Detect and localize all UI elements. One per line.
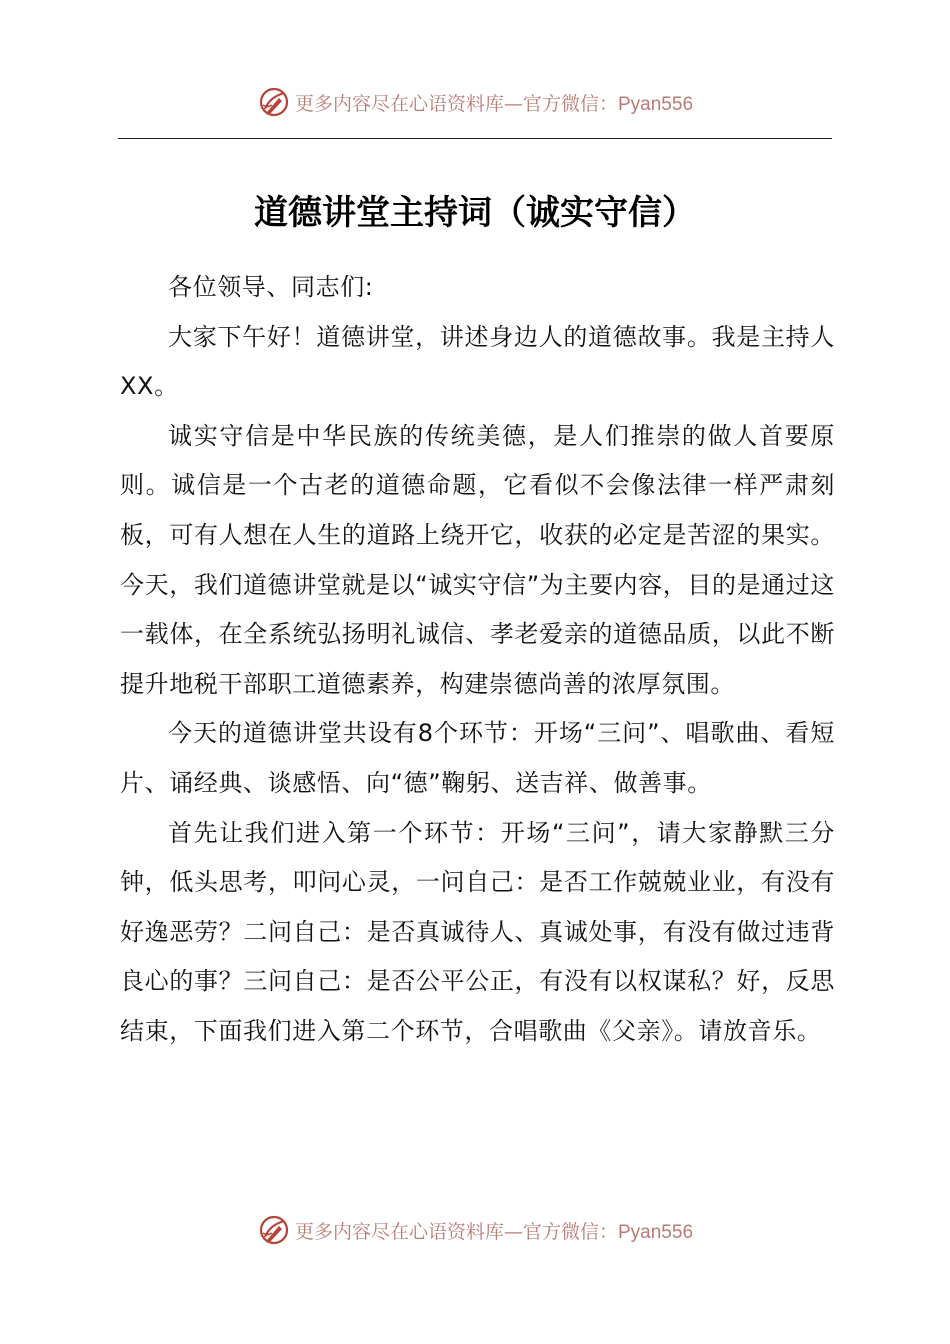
document-body [120,263,835,1057]
pen-swirl-logo-icon [257,85,291,119]
paragraph-greeting: 各位领导、同志们: [168,273,374,301]
page-title: 道德讲堂主持词（诚实守信） [254,193,696,233]
banner-text: 更多内容尽在心语资料库—官方微信：Pyan556 [294,92,694,115]
banner-text: 更多内容尽在心语资料库—官方微信：Pyan556 [294,1220,694,1243]
paragraph-intro: 大家下午好！道德讲堂，讲述身边人的道德故事。我是主持人XX。 [120,322,835,401]
paragraph-first-segment: 首先让我们进入第一个环节：开场“三问”，请大家静默三分钟，低头思考，叩问心灵，一问自己：是否工作兢兢业业，有没有好逸恶劳？二问自己：是否真诚待人、真诚处事，有没有做过违背良心的事？三问自己：是否公平公正，有没有以权谋私？好，反思结束，下面我们进入第二个环节，合唱歌曲《父亲》。请放音乐。 [120,818,835,1045]
header-divider [118,138,832,139]
paragraph-agenda: 今天的道德讲堂共设有8个环节：开场“三问”、唱歌曲、看短片、诵经典、谈感悟、向“德”鞠躬、送吉祥、做善事。 [120,719,835,797]
header-watermark-banner [0,82,950,122]
footer-watermark-banner [0,1210,950,1250]
banner-handle: Pyan556 [618,1221,694,1243]
paragraph-honesty: 诚实守信是中华民族的传统美德，是人们推崇的做人首要原则。诚信是一个古老的道德命题，它看似不会像法律一样严肃刻板，可有人想在人生的道路上绕开它，收获的必定是苦涩的果实。今天，我们道德讲堂就是以“诚实守信”为主要内容，目的是通过这一载体，在全系统弘扬明礼诚信、孝老爱亲的道德品质，以此不断提升地税干部职工道德素养，构建崇德尚善的浓厚氛围。 [120,421,835,698]
banner-handle: Pyan556 [618,93,694,115]
pen-swirl-logo-icon [257,1213,291,1247]
